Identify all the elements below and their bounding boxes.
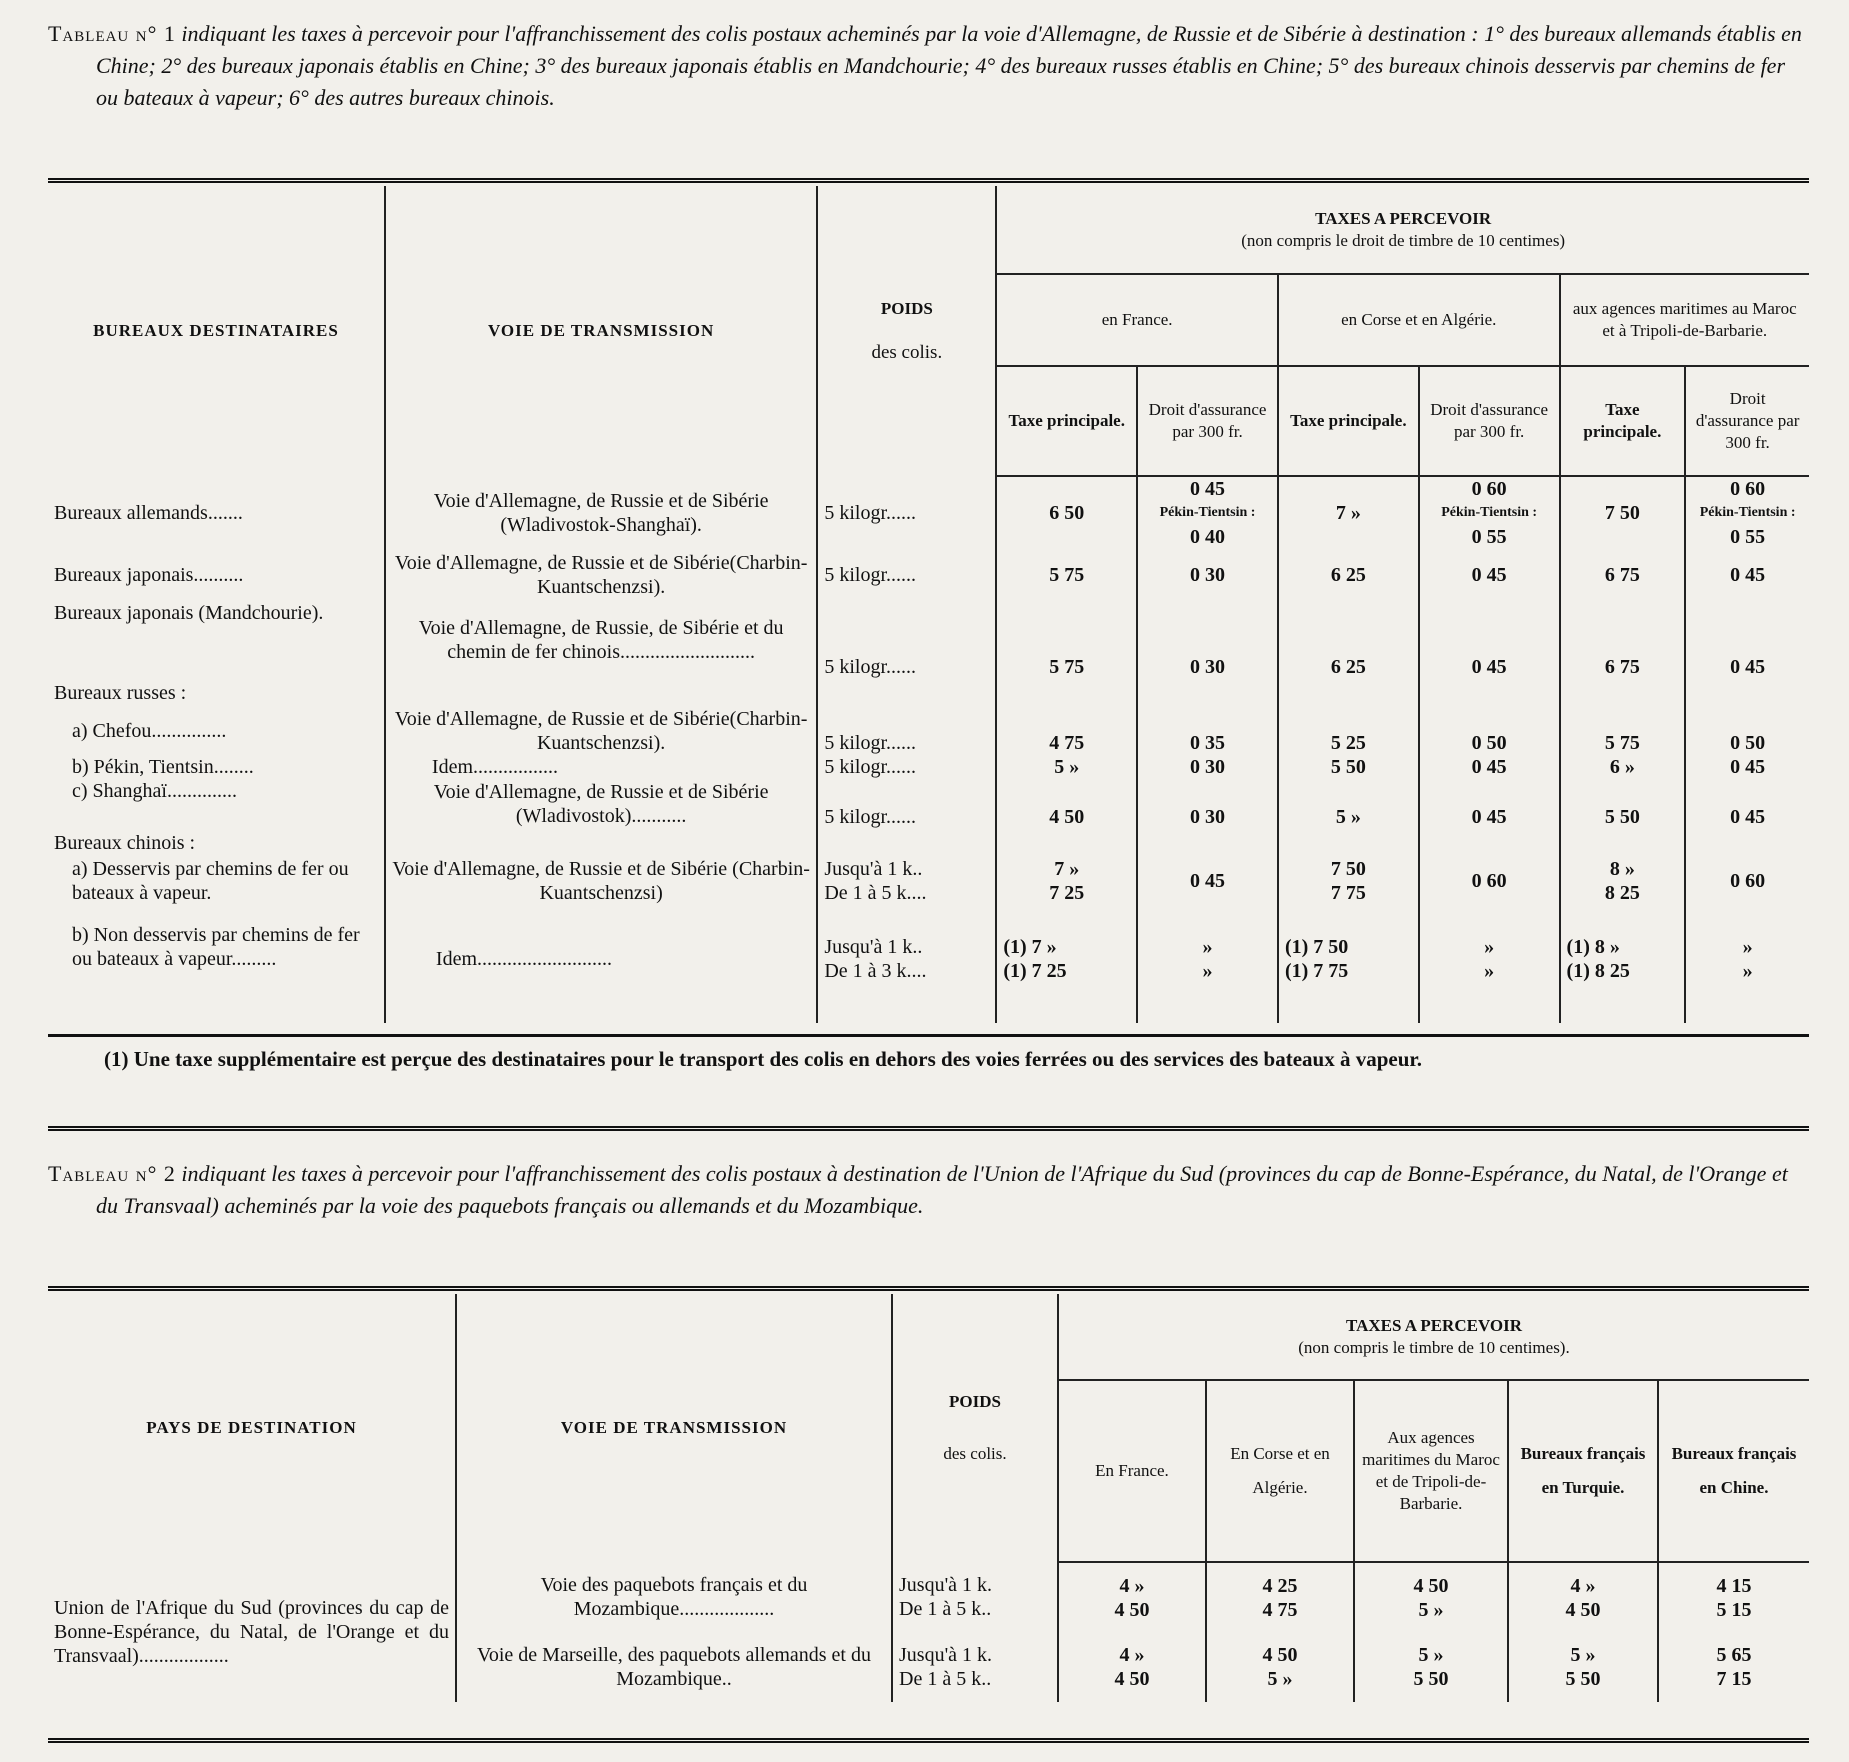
- cell-value: 4 »: [1119, 1644, 1145, 1666]
- cell-value: »: [1202, 936, 1213, 958]
- cell-turquie: [1508, 1632, 1658, 1702]
- cell-value: »: [1484, 936, 1495, 958]
- row-voie: Voie d'Allemagne, de Russie et de Sibérie (Wladivostok)...........: [385, 779, 817, 829]
- row-group-label: Bureaux russes :: [48, 679, 385, 707]
- cell-value: 5 »: [1267, 1668, 1293, 1690]
- header-pays: PAYS DE DESTINATION: [48, 1294, 456, 1562]
- cell-value: (1) 7 »: [1003, 936, 1057, 958]
- cell-maroc-taxe: 7 50: [1560, 476, 1686, 549]
- cell-france-droit: 0 30: [1137, 755, 1278, 779]
- table-row: [48, 1562, 1809, 1632]
- poids-line: De 1 à 5 k....: [824, 882, 927, 904]
- cell-corse-droit: 0 45: [1419, 549, 1560, 601]
- row-group-label: Bureaux chinois :: [48, 829, 385, 857]
- cell-value: 5 50: [1413, 1668, 1449, 1690]
- cell-corse-droit: [1419, 923, 1560, 1023]
- header-voie: VOIE DE TRANSMISSION: [456, 1294, 892, 1562]
- cell-maroc-droit: [1685, 476, 1809, 549]
- header-bureaux: BUREAUX DESTINATAIRES: [48, 186, 385, 476]
- cell-france-taxe: [996, 923, 1137, 1023]
- cell-value: (1) 7 25: [1003, 960, 1067, 982]
- table-row: [48, 779, 1809, 829]
- header-chine: Bureaux français en Chine.: [1658, 1380, 1809, 1562]
- cell-corse-droit: 0 45: [1419, 779, 1560, 829]
- cell-value: (1) 7 75: [1284, 960, 1349, 982]
- cell-value: 0 60: [1730, 478, 1766, 500]
- row-voie: Voie d'Allemagne, de Russie et de Sibérie(Charbin-Kuantschenzsi).: [385, 707, 817, 755]
- cell-maroc-taxe: 6 75: [1560, 601, 1686, 679]
- cell-maroc: [1354, 1632, 1508, 1702]
- row-poids: [817, 857, 996, 923]
- table1-caption: [48, 18, 1809, 114]
- header-poids-line1: POIDS: [949, 1392, 1001, 1411]
- row-voie: Idem.................: [385, 755, 817, 779]
- cell-maroc-taxe: [1560, 923, 1686, 1023]
- table2-caption-text: indiquant les taxes à percevoir pour l'affranchissement des colis postaux à destination de l'Union de l'Afrique du Sud (provinces du cap de Bonne-Espérance, du Natal, de l'Orange et du Transvaal) acheminés par la voie des paquebots français ou allemands et du Mozambique.: [96, 1161, 1788, 1218]
- table-row: [48, 601, 1809, 679]
- table2-caption: [48, 1158, 1809, 1222]
- poids-line: Jusqu'à 1 k.: [899, 1574, 993, 1596]
- poids-line: Jusqu'à 1 k..: [824, 858, 923, 880]
- cell-corse-taxe: [1278, 857, 1419, 923]
- cell-value: 4 »: [1119, 1574, 1145, 1597]
- cell-value: 0 40: [1190, 526, 1226, 548]
- table-row: [48, 476, 1809, 549]
- cell-maroc-droit: 0 45: [1730, 756, 1766, 778]
- cell-maroc-droit: 0 50: [1730, 732, 1766, 754]
- cell-corse-droit: 0 45: [1419, 755, 1560, 779]
- row-bureau: Bureaux allemands.......: [48, 476, 385, 549]
- cell-note: Pékin-Tientsin :: [1441, 505, 1538, 520]
- row-voie: Idem...........................: [385, 923, 817, 1023]
- cell-corse: [1206, 1562, 1354, 1632]
- cell-corse-taxe: 6 25: [1278, 549, 1419, 601]
- cell-maroc-taxe: 6 »: [1560, 755, 1686, 779]
- cell-maroc-droit: 0 45: [1730, 564, 1766, 586]
- header-maroc: Aux agences maritimes du Maroc et de Tripoli-de-Barbarie.: [1354, 1380, 1508, 1562]
- cell-turquie: [1508, 1562, 1658, 1632]
- row-poids: 5 kilogr......: [817, 476, 996, 549]
- row-voie: Voie d'Allemagne, de Russie et de Sibérie (Wladivostok-Shanghaï).: [385, 476, 817, 549]
- cell-corse-taxe: 5 »: [1278, 779, 1419, 829]
- row-voie: Voie de Marseille, des paquebots allemands et du Mozambique..: [456, 1632, 892, 1702]
- cell-france: [1058, 1632, 1206, 1702]
- cell-france: [1058, 1562, 1206, 1632]
- cell-corse-droit: 0 60: [1419, 857, 1560, 923]
- cell-value: 7 15: [1716, 1668, 1752, 1690]
- table1-bottom-rule: [48, 1034, 1809, 1037]
- row-bureau: b) Non desservis par chemins de fer ou bateaux à vapeur.........: [48, 923, 385, 1023]
- row-bureau: c) Shanghaï..............: [48, 779, 385, 829]
- cell-value: 4 75: [1262, 1598, 1298, 1621]
- cell-france-droit: [1137, 923, 1278, 1023]
- cell-value: 5 »: [1570, 1644, 1596, 1666]
- cell-maroc-taxe: 6 75: [1560, 549, 1686, 601]
- cell-value: 5 15: [1716, 1598, 1752, 1621]
- cell-maroc-droit: [1685, 923, 1809, 1023]
- row-voie: Voie d'Allemagne, de Russie et de Sibérie (Charbin-Kuantschenzsi): [385, 857, 817, 923]
- cell-value: 5 65: [1716, 1644, 1752, 1666]
- cell-maroc-droit: 0 45: [1730, 656, 1766, 678]
- cell-corse-taxe: 5 25: [1278, 707, 1419, 755]
- cell-chine: [1658, 1632, 1809, 1702]
- table2-top-rule: [48, 1286, 1809, 1291]
- header-taxes: [996, 186, 1809, 274]
- cell-value: 4 50: [1262, 1644, 1298, 1666]
- header-france: en France.: [996, 274, 1278, 366]
- row-poids: 5 kilogr......: [817, 707, 996, 755]
- table1: [48, 186, 1809, 1023]
- header-france-droit: Droit d'assurance par 300 fr.: [1137, 366, 1278, 476]
- cell-france-taxe: 5 75: [996, 601, 1137, 679]
- row-bureau: Bureaux japonais (Mandchourie).: [48, 601, 385, 679]
- table-row-group: [48, 829, 1809, 857]
- row-bureau: a) Desservis par chemins de fer ou bateaux à vapeur.: [48, 857, 385, 923]
- cell-value: 5 »: [1418, 1598, 1444, 1621]
- cell-value: 0 45: [1190, 478, 1226, 500]
- row-voie: Voie des paquebots français et du Mozambique...................: [456, 1562, 892, 1632]
- row-poids: [892, 1632, 1058, 1702]
- cell-maroc-taxe: [1560, 857, 1686, 923]
- cell-value: (1) 7 50: [1284, 936, 1349, 958]
- table1-caption-text: indiquant les taxes à percevoir pour l'affranchissement des colis postaux acheminés par la voie d'Allemagne, de Russie et de Sibérie à destination : 1° des bureaux allemands établis en Chine; 2° des bureaux japonais établis en Chine; 3° des bureaux japonais établis en Mandchourie; 4° des bureaux russes établis en Chine; 5° des bureaux chinois desservis par chemins de fer ou bateaux à vapeur; 6° des autres bureaux chinois.: [96, 21, 1802, 110]
- header-france-taxe: Taxe principale.: [996, 366, 1137, 476]
- table1-caption-prefix: Tableau n° 1: [48, 21, 176, 46]
- cell-france-droit: 0 30: [1137, 549, 1278, 601]
- cell-corse-taxe: 7 »: [1278, 476, 1419, 549]
- cell-value: 8 »: [1609, 858, 1635, 880]
- header-poids: [817, 186, 996, 476]
- header-maroc-taxe: Taxe principale.: [1560, 366, 1686, 476]
- cell-value: 7 75: [1330, 882, 1366, 904]
- header-poids-line2: des colis.: [871, 342, 943, 363]
- row-poids: [817, 923, 996, 1023]
- cell-value: 4 50: [1114, 1598, 1150, 1621]
- header-poids: [892, 1294, 1058, 1562]
- poids-line: Jusqu'à 1 k.: [899, 1644, 993, 1666]
- cell-france-taxe: 4 50: [996, 779, 1137, 829]
- cell-france-droit: [1137, 476, 1278, 549]
- poids-line: De 1 à 5 k..: [899, 1598, 992, 1620]
- cell-value: 5 »: [1418, 1644, 1444, 1666]
- cell-value: 4 50: [1413, 1574, 1449, 1597]
- poids-line: De 1 à 3 k....: [824, 960, 927, 982]
- cell-value: 4 50: [1565, 1598, 1601, 1621]
- cell-value: 0 55: [1730, 526, 1766, 548]
- cell-corse-droit: 0 50: [1419, 707, 1560, 755]
- cell-value: »: [1484, 960, 1495, 982]
- table1-end-rule: [48, 1126, 1809, 1131]
- poids-line: De 1 à 5 k..: [899, 1668, 992, 1690]
- table-row: [48, 923, 1809, 1023]
- cell-maroc-droit: 0 45: [1730, 806, 1766, 828]
- header-taxes-title: TAXES A PERCEVOIR: [1315, 208, 1492, 228]
- cell-value: 8 25: [1604, 882, 1640, 904]
- table1-footnote: (1) Une taxe supplémentaire est perçue des destinataires pour le transport des colis en dehors des voies ferrées ou des services des bateaux à vapeur.: [104, 1047, 1423, 1071]
- cell-value: 7 50: [1330, 858, 1366, 880]
- cell-france-droit: 0 45: [1137, 857, 1278, 923]
- cell-corse-taxe: 5 50: [1278, 755, 1419, 779]
- table2-bottom-rule: [48, 1738, 1809, 1743]
- table1-top-rule: [48, 178, 1809, 183]
- cell-corse-droit: [1419, 476, 1560, 549]
- cell-maroc: [1354, 1562, 1508, 1632]
- cell-corse-taxe: 6 25: [1278, 601, 1419, 679]
- cell-value: 5 50: [1565, 1668, 1601, 1690]
- cell-chine: [1658, 1562, 1809, 1632]
- cell-maroc-taxe: 5 75: [1560, 707, 1686, 755]
- table2-caption-prefix: Tableau n° 2: [48, 1161, 176, 1186]
- row-poids: [892, 1562, 1058, 1632]
- row-bureau: b) Pékin, Tientsin........: [48, 755, 385, 779]
- row-poids: 5 kilogr......: [817, 601, 996, 679]
- row-poids: 5 kilogr......: [817, 755, 996, 779]
- header-corse: En Corse et en Algérie.: [1206, 1380, 1354, 1562]
- row-poids: 5 kilogr......: [817, 779, 996, 829]
- cell-france-taxe: [996, 857, 1137, 923]
- cell-value: 7 »: [1054, 858, 1080, 880]
- cell-france-droit: 0 30: [1137, 779, 1278, 829]
- cell-value: 4 15: [1716, 1574, 1752, 1597]
- cell-value: (1) 8 25: [1566, 960, 1630, 982]
- cell-france-taxe: 4 75: [996, 707, 1137, 755]
- cell-maroc-droit: 0 60: [1730, 870, 1766, 892]
- header-corse-droit: Droit d'assurance par 300 fr.: [1419, 366, 1560, 476]
- cell-value: 0 60: [1471, 478, 1507, 500]
- cell-france-taxe: 6 50: [996, 476, 1137, 549]
- header-corse: en Corse et en Algérie.: [1278, 274, 1560, 366]
- cell-value: »: [1742, 960, 1753, 982]
- cell-france-droit: 0 30: [1137, 601, 1278, 679]
- cell-note: Pékin-Tientsin :: [1159, 505, 1256, 520]
- cell-maroc-taxe: 5 50: [1560, 779, 1686, 829]
- cell-france-taxe: 5 75: [996, 549, 1137, 601]
- cell-corse-taxe: [1278, 923, 1419, 1023]
- header-maroc: aux agences maritimes au Maroc et à Tripoli-de-Barbarie.: [1560, 274, 1809, 366]
- cell-corse: [1206, 1632, 1354, 1702]
- table-row: [48, 857, 1809, 923]
- header-voie: VOIE DE TRANSMISSION: [385, 186, 817, 476]
- cell-corse-droit: 0 45: [1419, 601, 1560, 679]
- header-poids-line2: des colis.: [943, 1444, 1007, 1463]
- cell-france-taxe: 5 »: [996, 755, 1137, 779]
- table-row: [48, 755, 1809, 779]
- header-corse-taxe: Taxe principale.: [1278, 366, 1419, 476]
- row-bureau: Bureaux japonais..........: [48, 549, 385, 601]
- header-france: En France.: [1058, 1380, 1206, 1562]
- row-voie: Voie d'Allemagne, de Russie et de Sibérie(Charbin-Kuantschenzsi).: [385, 549, 817, 601]
- cell-france-droit: 0 35: [1137, 707, 1278, 755]
- header-poids-line1: POIDS: [880, 299, 933, 318]
- row-poids: 5 kilogr......: [817, 549, 996, 601]
- table-row: [48, 549, 1809, 601]
- row-pays: Union de l'Afrique du Sud (provinces du cap de Bonne-Espérance, du Natal, de l'Orange et du Transvaal)..................: [48, 1562, 456, 1702]
- cell-value: (1) 8 »: [1566, 936, 1620, 958]
- header-taxes-title: TAXES A PERCEVOIR: [1346, 1315, 1522, 1335]
- header-maroc-droit: Droit d'assurance par 300 fr.: [1685, 366, 1809, 476]
- cell-value: 7 25: [1049, 882, 1085, 904]
- cell-note: Pékin-Tientsin :: [1699, 505, 1796, 520]
- row-bureau: a) Chefou...............: [48, 707, 385, 755]
- poids-line: Jusqu'à 1 k..: [824, 936, 923, 958]
- cell-value: 4 »: [1570, 1574, 1596, 1597]
- cell-value: »: [1742, 936, 1753, 958]
- cell-value: 4 25: [1262, 1574, 1298, 1597]
- table-row-group: [48, 679, 1809, 707]
- header-taxes-sub: (non compris le timbre de 10 centimes).: [1298, 1337, 1570, 1357]
- cell-value: 4 50: [1114, 1668, 1150, 1690]
- cell-value: 0 55: [1471, 526, 1507, 548]
- header-taxes-sub: (non compris le droit de timbre de 10 centimes): [1241, 230, 1566, 250]
- table2: [48, 1294, 1809, 1702]
- row-voie: Voie d'Allemagne, de Russie, de Sibérie et du chemin de fer chinois...........................: [385, 601, 817, 679]
- cell-value: »: [1202, 960, 1213, 982]
- header-taxes: [1058, 1294, 1809, 1380]
- header-turquie: Bureaux français en Turquie.: [1508, 1380, 1658, 1562]
- table-row: [48, 707, 1809, 755]
